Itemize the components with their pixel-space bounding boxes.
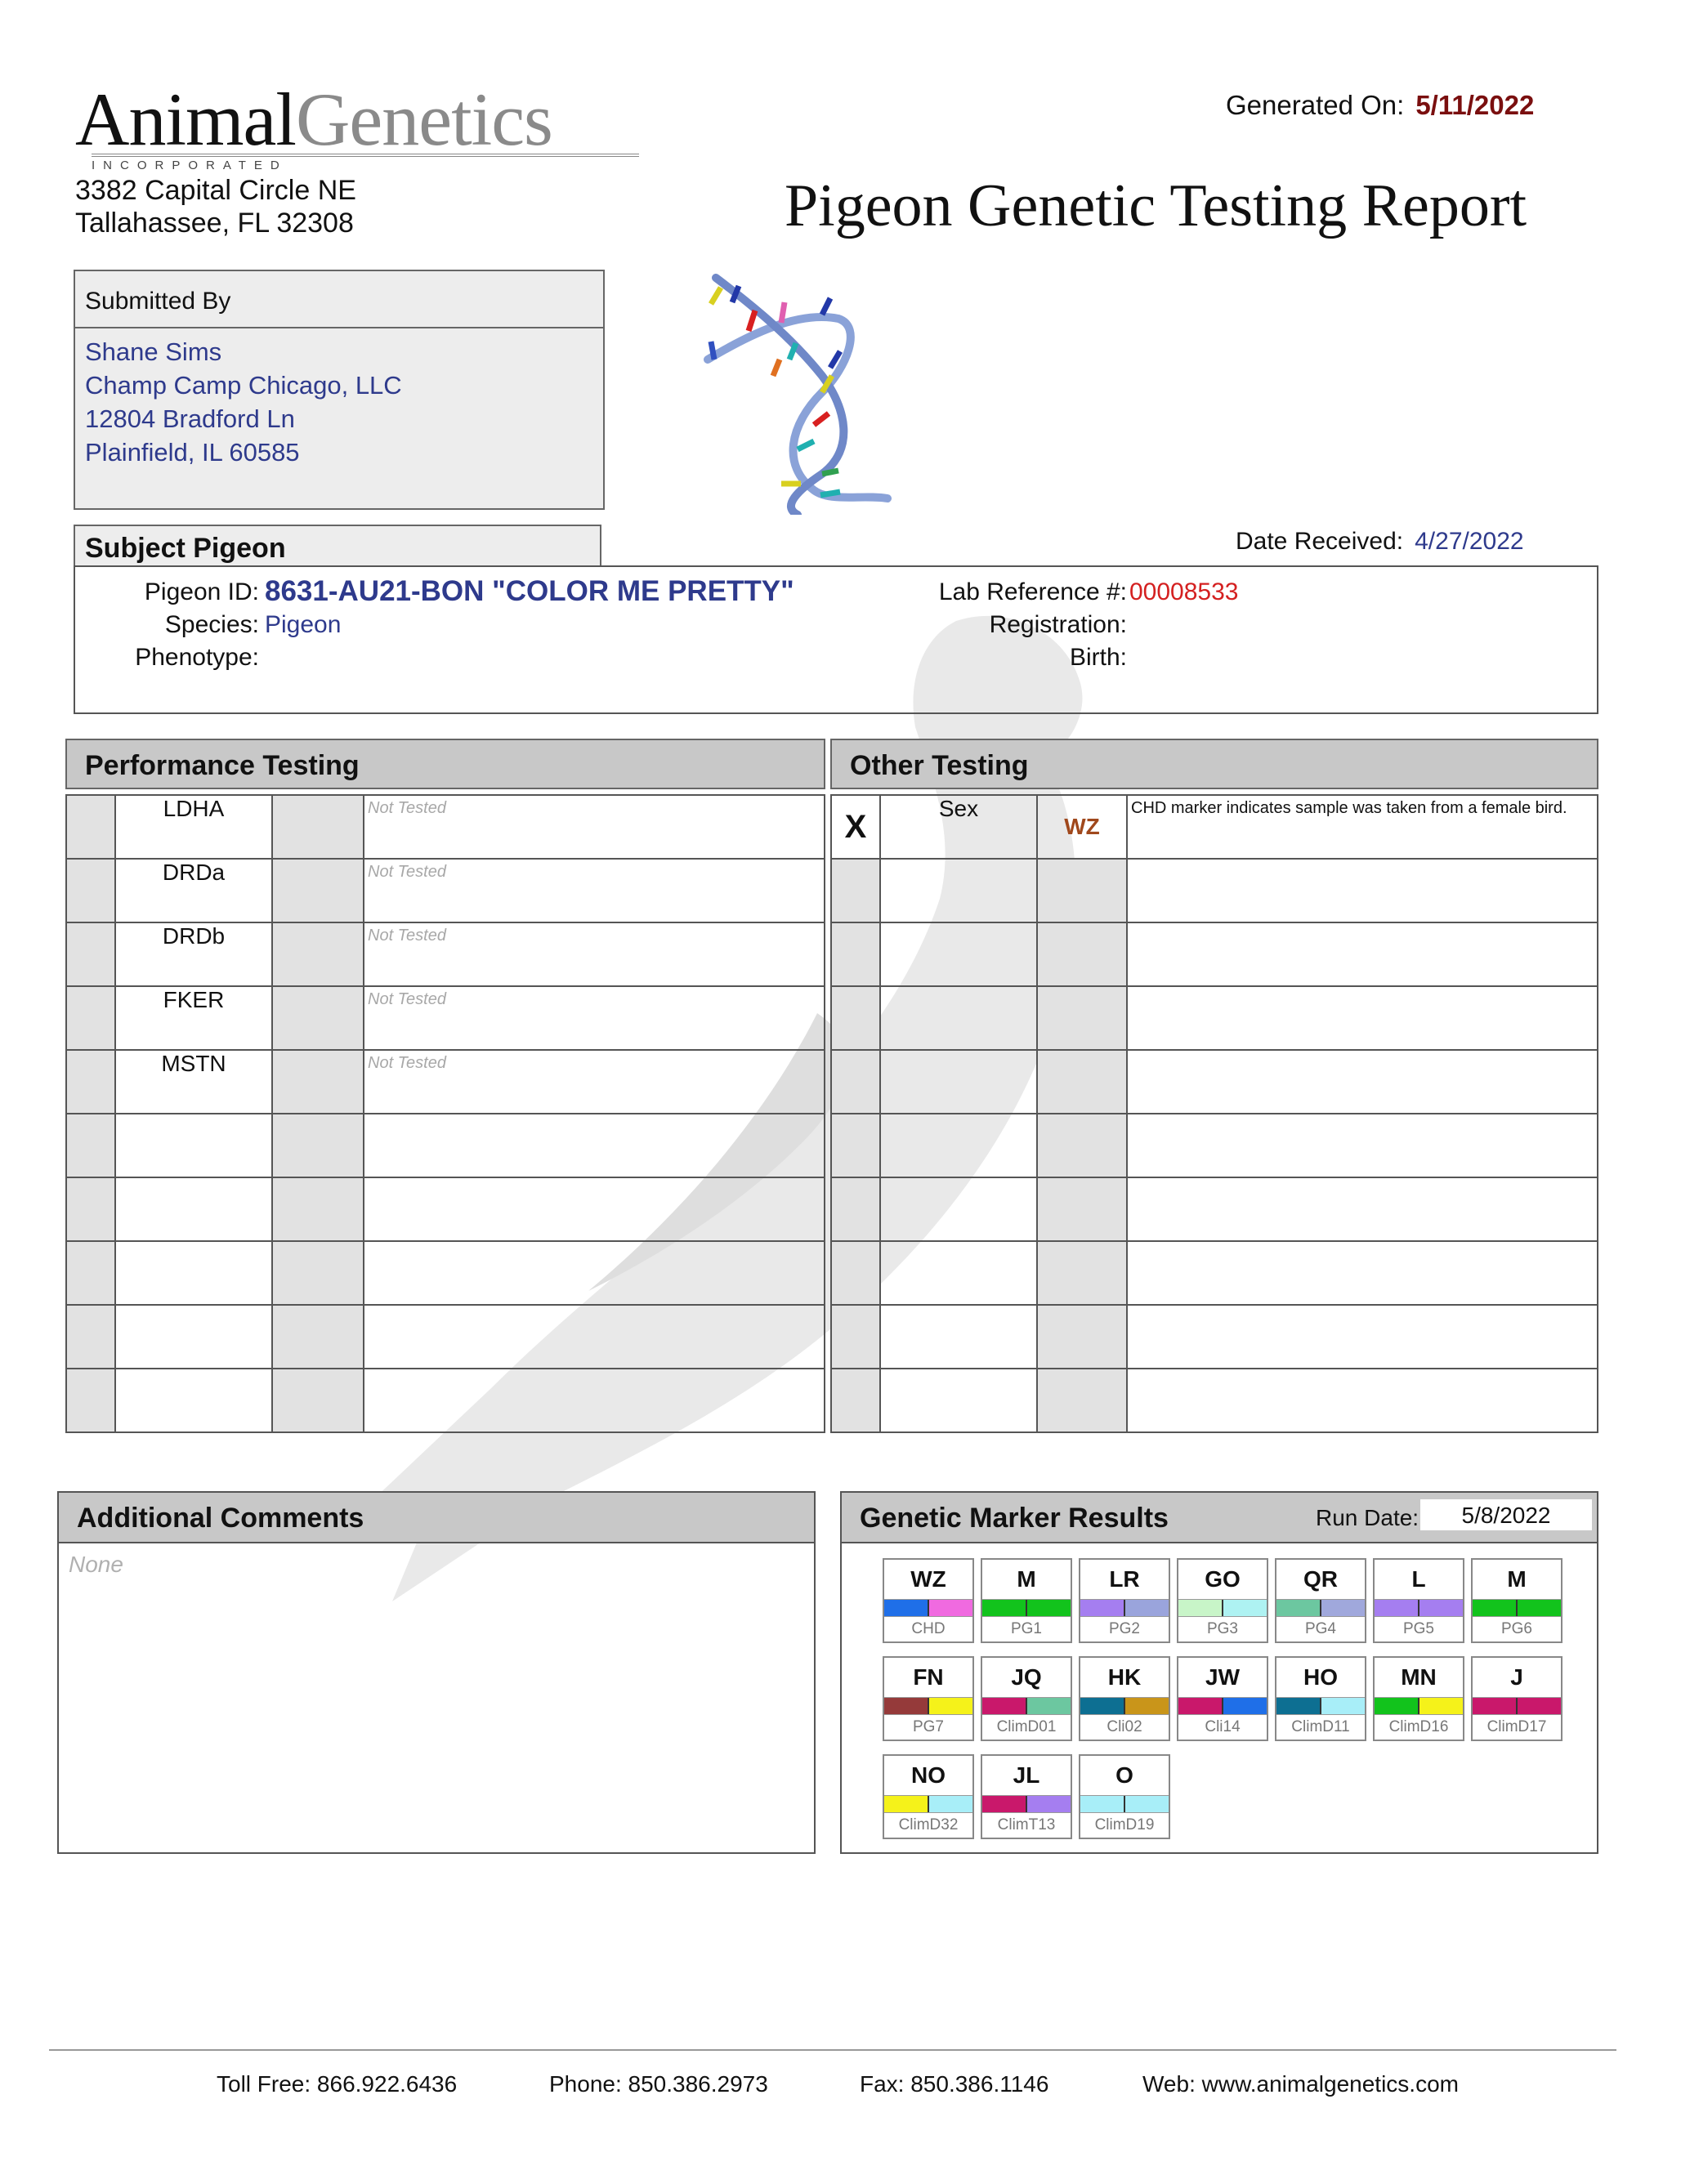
allele-color-1	[1080, 1698, 1125, 1714]
checkbox-cell	[66, 1050, 115, 1114]
marker-card	[1177, 1656, 1268, 1741]
result-cell	[1037, 859, 1127, 922]
run-date-label: Run Date:	[1316, 1505, 1419, 1530]
comments-text: None	[69, 1552, 123, 1577]
checkbox-cell	[831, 922, 880, 986]
marker-card	[1079, 1754, 1170, 1839]
result-cell	[1037, 1114, 1127, 1177]
result-cell	[1037, 1177, 1127, 1241]
marker-allele: MN	[1375, 1658, 1463, 1698]
note-cell	[364, 1050, 825, 1114]
marker-locus: PG6	[1500, 1620, 1533, 1637]
table-row	[831, 1241, 1598, 1305]
performance-testing-header: Performance Testing	[65, 739, 825, 789]
note-cell	[1127, 859, 1598, 922]
marker-card	[981, 1656, 1072, 1741]
test-name	[880, 1177, 1037, 1241]
footer-toll-free: Toll Free: 866.922.6436	[217, 2071, 458, 2097]
table-row	[831, 986, 1598, 1050]
allele-color-2	[1125, 1796, 1169, 1812]
marker-color-bar	[884, 1698, 972, 1715]
submitted-by-header: Submitted By	[75, 271, 603, 328]
footer-web[interactable]: Web: www.animalgenetics.com	[1142, 2071, 1459, 2097]
marker-allele: O	[1080, 1756, 1169, 1796]
result-note: CHD marker indicates sample was taken from a female bird.	[1131, 799, 1567, 817]
submitted-by-box	[74, 270, 605, 510]
genetic-marker-results-header: Genetic Marker Results Run Date: 5/8/2022	[842, 1493, 1597, 1543]
allele-color-1	[1178, 1600, 1223, 1616]
marker-locus: PG3	[1206, 1620, 1239, 1637]
not-tested-note: Not Tested	[368, 990, 446, 1008]
marker-locus: ClimD16	[1388, 1718, 1449, 1735]
marker-color-bar	[1473, 1600, 1561, 1617]
note-cell	[364, 1369, 825, 1432]
marker-card	[1079, 1656, 1170, 1741]
dna-helix-icon	[700, 270, 896, 515]
test-name: MSTN	[115, 1050, 272, 1114]
marker-allele: QR	[1276, 1560, 1365, 1600]
company-logo: AnimalGenetics INCORPORATED	[75, 82, 552, 157]
checkbox-cell	[831, 1305, 880, 1369]
test-name	[880, 1369, 1037, 1432]
checkbox-cell	[66, 1305, 115, 1369]
table-row	[66, 1114, 825, 1177]
test-name	[880, 1305, 1037, 1369]
marker-allele: JQ	[982, 1658, 1071, 1698]
marker-card	[883, 1558, 974, 1643]
note-cell	[1127, 922, 1598, 986]
result-cell	[1037, 1241, 1127, 1305]
allele-color-2	[1419, 1600, 1463, 1616]
note-cell	[364, 922, 825, 986]
test-name	[115, 1241, 272, 1305]
allele-color-1	[1473, 1698, 1518, 1714]
other-testing-table	[830, 794, 1598, 1433]
allele-color-2	[1321, 1600, 1365, 1616]
marker-locus: PG2	[1108, 1620, 1141, 1637]
note-cell	[364, 1305, 825, 1369]
allele-color-1	[1375, 1698, 1419, 1714]
lab-ref-value: 00008533	[1129, 578, 1239, 605]
table-row	[66, 1241, 825, 1305]
marker-allele: HK	[1080, 1658, 1169, 1698]
allele-color-2	[1223, 1600, 1267, 1616]
result-cell	[272, 922, 364, 986]
allele-color-1	[1080, 1796, 1125, 1812]
marker-allele: LR	[1080, 1560, 1169, 1600]
allele-color-2	[1027, 1796, 1071, 1812]
allele-color-2	[929, 1698, 972, 1714]
table-row	[831, 1305, 1598, 1369]
tested-mark: X	[831, 795, 880, 859]
allele-color-2	[1419, 1698, 1463, 1714]
registration-label: Registration:	[989, 611, 1127, 638]
test-name	[880, 859, 1037, 922]
performance-testing-table	[65, 794, 825, 1433]
checkbox-cell	[831, 1050, 880, 1114]
note-cell	[364, 1114, 825, 1177]
submitter-city: Plainfield, IL 60585	[85, 438, 300, 467]
result-cell	[272, 1369, 364, 1432]
table-row	[66, 1177, 825, 1241]
test-name: Sex	[880, 795, 1037, 859]
logo-subtitle: INCORPORATED	[92, 154, 639, 176]
marker-card	[981, 1754, 1072, 1839]
test-name	[880, 986, 1037, 1050]
result-cell	[272, 1305, 364, 1369]
phenotype-label: Phenotype:	[135, 644, 259, 671]
note-cell	[364, 1177, 825, 1241]
company-address: 3382 Capital Circle NE Tallahassee, FL 32308	[75, 175, 356, 239]
note-cell	[364, 1241, 825, 1305]
marker-card	[1373, 1558, 1464, 1643]
test-name	[880, 1114, 1037, 1177]
marker-card	[1275, 1558, 1366, 1643]
test-name	[880, 1050, 1037, 1114]
checkbox-cell	[66, 1369, 115, 1432]
not-tested-note: Not Tested	[368, 799, 446, 817]
species-label: Species:	[164, 611, 259, 638]
checkbox-cell	[66, 859, 115, 922]
allele-color-1	[884, 1698, 929, 1714]
submitter-company: Champ Camp Chicago, LLC	[85, 371, 402, 400]
test-name: DRDb	[115, 922, 272, 986]
marker-allele: GO	[1178, 1560, 1267, 1600]
submitter-street: 12804 Bradford Ln	[85, 404, 295, 433]
allele-color-2	[1125, 1698, 1169, 1714]
marker-color-bar	[982, 1600, 1071, 1617]
additional-comments-header: Additional Comments	[59, 1493, 814, 1543]
result-cell	[1037, 1305, 1127, 1369]
allele-color-2	[1027, 1600, 1071, 1616]
marker-card	[1471, 1656, 1563, 1741]
allele-color-1	[884, 1796, 929, 1812]
test-name	[115, 1369, 272, 1432]
marker-locus: PG5	[1402, 1620, 1435, 1637]
marker-locus: CHD	[911, 1620, 946, 1637]
result-cell	[272, 795, 364, 859]
note-cell	[1127, 1241, 1598, 1305]
allele-color-1	[982, 1600, 1027, 1616]
note-cell	[1127, 1177, 1598, 1241]
test-name: DRDa	[115, 859, 272, 922]
test-name: LDHA	[115, 795, 272, 859]
allele-color-1	[982, 1698, 1027, 1714]
test-name	[115, 1177, 272, 1241]
marker-allele: M	[1473, 1560, 1561, 1600]
marker-locus: ClimD11	[1291, 1718, 1350, 1735]
checkbox-cell	[66, 922, 115, 986]
result-cell	[272, 1177, 364, 1241]
result-cell	[272, 859, 364, 922]
marker-locus: PG7	[912, 1718, 945, 1735]
run-date-value: 5/8/2022	[1420, 1499, 1592, 1530]
allele-color-1	[982, 1796, 1027, 1812]
marker-color-bar	[884, 1796, 972, 1813]
note-cell	[1127, 1114, 1598, 1177]
table-row	[66, 986, 825, 1050]
marker-color-bar	[1178, 1698, 1267, 1715]
marker-color-bar	[982, 1796, 1071, 1813]
not-tested-note: Not Tested	[368, 863, 446, 881]
test-name	[115, 1305, 272, 1369]
result-cell	[272, 1241, 364, 1305]
result-cell	[1037, 1050, 1127, 1114]
table-row	[66, 1369, 825, 1432]
submitter-name: Shane Sims	[85, 337, 222, 366]
table-row	[66, 1050, 825, 1114]
marker-color-bar	[1276, 1698, 1365, 1715]
marker-color-bar	[1080, 1600, 1169, 1617]
subject-pigeon-header: Subject Pigeon	[74, 525, 601, 565]
marker-color-bar	[1375, 1600, 1463, 1617]
marker-card	[883, 1656, 974, 1741]
checkbox-cell	[831, 1114, 880, 1177]
marker-locus: ClimD19	[1094, 1816, 1155, 1833]
allele-color-2	[1321, 1698, 1365, 1714]
table-row	[66, 859, 825, 922]
marker-color-bar	[1375, 1698, 1463, 1715]
checkbox-cell	[831, 859, 880, 922]
marker-locus: ClimD01	[996, 1718, 1057, 1735]
result-cell	[272, 1050, 364, 1114]
allele-color-1	[1276, 1698, 1321, 1714]
note-cell	[1127, 1050, 1598, 1114]
marker-locus: PG4	[1304, 1620, 1337, 1637]
test-name	[880, 1241, 1037, 1305]
checkbox-cell	[831, 1177, 880, 1241]
test-name	[115, 1114, 272, 1177]
checkbox-cell	[66, 986, 115, 1050]
marker-color-bar	[1473, 1698, 1561, 1715]
note-cell	[1127, 1305, 1598, 1369]
marker-color-bar	[1276, 1600, 1365, 1617]
allele-color-2	[929, 1600, 972, 1616]
marker-color-bar	[1080, 1796, 1169, 1813]
table-row	[66, 922, 825, 986]
allele-color-2	[1518, 1698, 1561, 1714]
marker-locus: PG1	[1010, 1620, 1043, 1637]
other-testing-header: Other Testing	[830, 739, 1598, 789]
note-cell	[1127, 795, 1598, 859]
note-cell	[364, 986, 825, 1050]
table-row	[831, 1050, 1598, 1114]
marker-locus: ClimT13	[997, 1816, 1056, 1833]
note-cell	[1127, 986, 1598, 1050]
marker-allele: NO	[884, 1756, 972, 1796]
note-cell	[364, 859, 825, 922]
test-name	[880, 922, 1037, 986]
pigeon-id-value: 8631-AU21-BON "COLOR ME PRETTY"	[265, 575, 794, 607]
table-row	[66, 1305, 825, 1369]
marker-allele: J	[1473, 1658, 1561, 1698]
marker-card	[883, 1754, 974, 1839]
marker-allele: JW	[1178, 1658, 1267, 1698]
table-row	[831, 795, 1598, 859]
checkbox-cell	[66, 1114, 115, 1177]
marker-locus: ClimD32	[898, 1816, 959, 1833]
table-row	[831, 1177, 1598, 1241]
allele-color-2	[1125, 1600, 1169, 1616]
table-row	[831, 922, 1598, 986]
checkbox-cell	[831, 1369, 880, 1432]
result-cell	[1037, 922, 1127, 986]
table-row	[831, 1114, 1598, 1177]
marker-color-bar	[1080, 1698, 1169, 1715]
test-name: FKER	[115, 986, 272, 1050]
table-row	[831, 859, 1598, 922]
marker-allele: WZ	[884, 1560, 972, 1600]
checkbox-cell	[831, 986, 880, 1050]
marker-allele: FN	[884, 1658, 972, 1698]
footer-phone: Phone: 850.386.2973	[549, 2071, 768, 2097]
table-row	[66, 795, 825, 859]
generated-on: Generated On: 5/11/2022	[1226, 90, 1535, 120]
marker-allele: HO	[1276, 1658, 1365, 1698]
note-cell	[364, 795, 825, 859]
footer-divider	[49, 2049, 1616, 2051]
result-cell	[272, 1114, 364, 1177]
marker-card	[1079, 1558, 1170, 1643]
marker-card	[1177, 1558, 1268, 1643]
marker-color-bar	[1178, 1600, 1267, 1617]
allele-color-2	[1027, 1698, 1071, 1714]
allele-color-1	[1375, 1600, 1419, 1616]
allele-color-1	[1080, 1600, 1125, 1616]
checkbox-cell	[66, 795, 115, 859]
marker-color-bar	[982, 1698, 1071, 1715]
marker-allele: M	[982, 1560, 1071, 1600]
allele-color-2	[1518, 1600, 1561, 1616]
table-row	[831, 1369, 1598, 1432]
allele-color-2	[929, 1796, 972, 1812]
report-title: Pigeon Genetic Testing Report	[785, 172, 1527, 239]
result-cell	[1037, 1369, 1127, 1432]
additional-comments-box	[57, 1491, 816, 1854]
marker-card	[1373, 1656, 1464, 1741]
note-cell	[1127, 1369, 1598, 1432]
result-cell	[1037, 986, 1127, 1050]
pigeon-id-label: Pigeon ID:	[144, 578, 259, 605]
result-cell	[272, 986, 364, 1050]
birth-label: Birth:	[1069, 644, 1127, 671]
date-received: Date Received: 4/27/2022	[1236, 528, 1524, 555]
checkbox-cell	[831, 1241, 880, 1305]
marker-allele: JL	[982, 1756, 1071, 1796]
checkbox-cell	[66, 1177, 115, 1241]
not-tested-note: Not Tested	[368, 1054, 446, 1072]
marker-locus: Cli14	[1205, 1718, 1241, 1735]
marker-card	[981, 1558, 1072, 1643]
checkbox-cell	[66, 1241, 115, 1305]
test-result: WZ	[1037, 795, 1127, 859]
footer-fax: Fax: 850.386.1146	[860, 2071, 1049, 2097]
allele-color-1	[1178, 1698, 1223, 1714]
marker-card	[1471, 1558, 1563, 1643]
allele-color-1	[884, 1600, 929, 1616]
species-value: Pigeon	[265, 611, 342, 638]
marker-locus: ClimD17	[1487, 1718, 1547, 1735]
genetic-marker-results-box	[840, 1491, 1598, 1854]
lab-ref-label: Lab Reference #:	[938, 578, 1127, 605]
allele-color-2	[1223, 1698, 1267, 1714]
allele-color-1	[1276, 1600, 1321, 1616]
marker-color-bar	[884, 1600, 972, 1617]
marker-locus: Cli02	[1107, 1718, 1142, 1735]
allele-color-1	[1473, 1600, 1518, 1616]
marker-card	[1275, 1656, 1366, 1741]
not-tested-note: Not Tested	[368, 927, 446, 945]
marker-allele: L	[1375, 1560, 1463, 1600]
